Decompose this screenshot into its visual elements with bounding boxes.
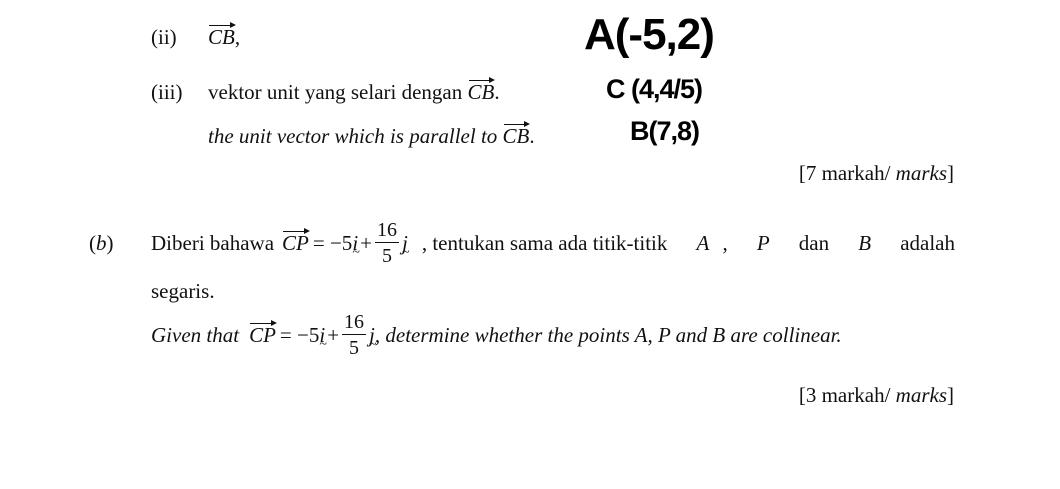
full-stop: . [494, 80, 500, 104]
part-iii-malay-line [208, 79, 500, 105]
point-p: P [756, 231, 770, 255]
marks-7 [799, 160, 954, 186]
plus-sign: + [327, 323, 340, 347]
part-b-english-lead: Given that [151, 323, 240, 347]
unit-vector-i: i ~ [319, 322, 325, 348]
marks-malay: [3 markah/ [798, 383, 891, 407]
part-ii-line [208, 24, 240, 50]
point-b: B [858, 231, 872, 255]
unit-vector-i: i ~ [352, 230, 358, 256]
handwritten-point-b: B(7,8) [630, 116, 700, 146]
bracket-close: ] [947, 383, 954, 407]
marks-english: marks [895, 383, 947, 407]
handwritten-point-c: C (4,4/5) [606, 74, 703, 104]
full-stop: . [529, 124, 535, 148]
handwritten-point-a: A(-5,2) [584, 10, 714, 59]
vector-cp: CP [282, 231, 309, 255]
part-b-malay-lead: Diberi bahawa [151, 231, 275, 255]
part-iii-english-text: the unit vector which is parallel to [208, 124, 498, 148]
part-iii-malay-text: vektor unit yang selari dengan [208, 80, 463, 104]
part-b-english-line [151, 305, 842, 365]
comma: , [234, 25, 241, 49]
vector-cp: CP [249, 323, 276, 347]
part-iii-number: (iii) [151, 80, 183, 104]
equals-minus-five: = −5 [279, 323, 320, 347]
fraction-16-over-5: $\frac{16}{5}$ [377, 219, 397, 267]
part-ii-number: (ii) [151, 25, 177, 49]
part-b-malay-line: Diberi bahawa CP = −5 i ~ + $\frac{16}{5}$ j ~ , tentukan sama ada titik-titik A , P dan B adalah [151, 214, 955, 272]
marks-english: marks [895, 161, 947, 185]
part-b-english-rest: , determine whether the points A, P and B are collinear. [374, 323, 842, 347]
marks-3 [799, 382, 954, 408]
unit-vector-j: j ~ [369, 322, 375, 348]
fraction-16-over-5: $\frac{16}{5}$ [344, 311, 365, 359]
point-a: A [696, 231, 710, 255]
plus-sign: + [360, 231, 372, 255]
vector-cb: CB [467, 80, 495, 104]
vector-cb: CB [502, 124, 530, 148]
word-dan: dan [798, 231, 830, 255]
marks-malay: [7 markah/ [798, 161, 891, 185]
equals-minus-five: = −5 [312, 231, 353, 255]
vector-cb: CB [208, 25, 235, 49]
word-adalah: adalah [900, 231, 955, 255]
bracket-close: ] [947, 161, 954, 185]
unit-vector-j: j ~ [402, 230, 408, 256]
part-b-malay-rest: , tentukan sama ada titik-titik [421, 231, 668, 255]
part-b-malay-line-2: segaris. [151, 279, 215, 303]
part-iii-english-line [208, 123, 535, 149]
part-b-label: (b) [89, 231, 114, 255]
